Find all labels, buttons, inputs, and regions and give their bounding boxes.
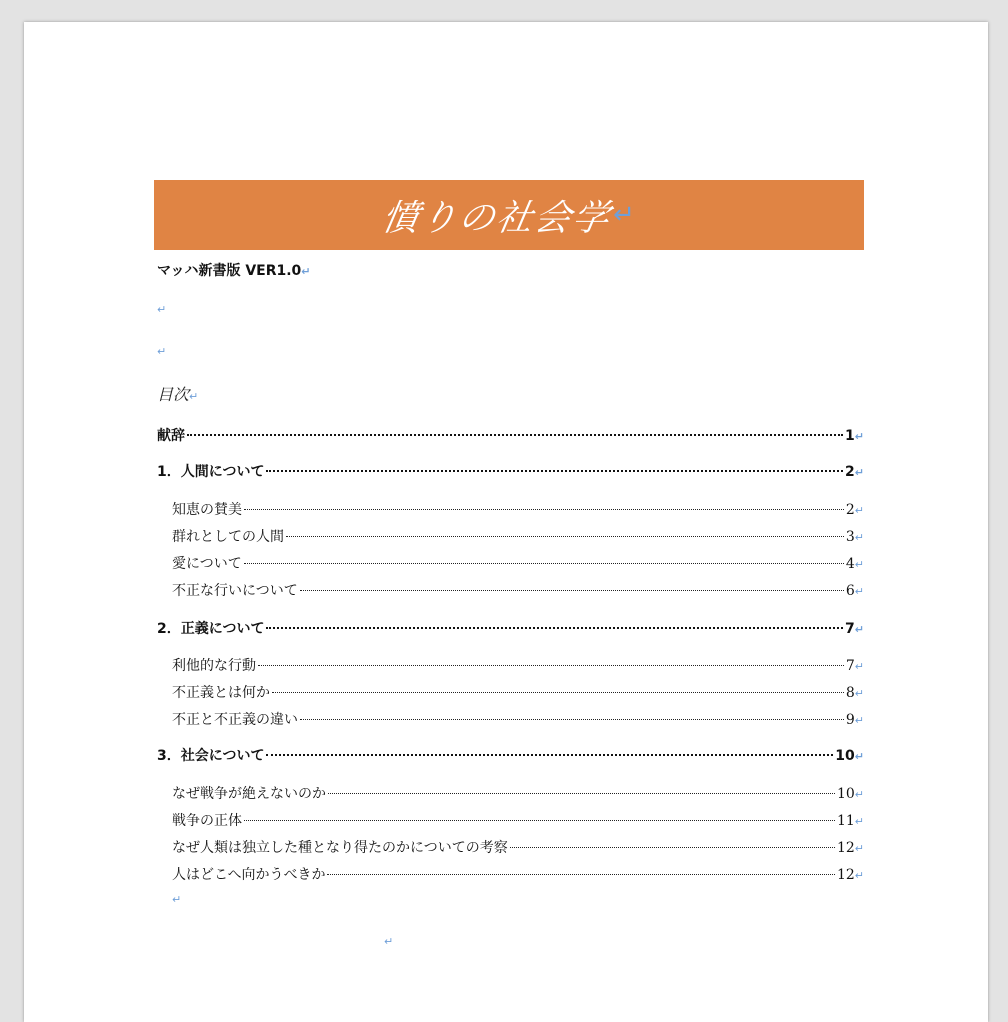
toc-entry-section[interactable]: [172, 580, 864, 600]
paragraph-mark-icon: ↵: [854, 558, 864, 571]
toc-page-number: 1: [845, 428, 855, 444]
toc-entry-chapter[interactable]: [157, 745, 864, 765]
toc-entry-section[interactable]: [172, 526, 864, 546]
paragraph-mark-icon: ↵: [854, 466, 864, 479]
toc-dot-leader: [328, 793, 835, 794]
paragraph-mark-icon: ↵: [854, 430, 864, 443]
toc-dot-leader: [187, 434, 843, 436]
paragraph-mark-icon: ↵: [854, 714, 864, 727]
toc-dot-leader: [244, 820, 835, 821]
toc-entry-label: 人はどこへ向かうべきか: [172, 867, 326, 883]
toc-dot-leader: [266, 754, 833, 756]
empty-paragraph[interactable]: [157, 340, 166, 359]
toc-page-number: 11: [836, 813, 855, 829]
paragraph-mark-icon: ↵: [854, 585, 864, 598]
toc-dot-leader: [244, 563, 844, 564]
toc-page-number: 10: [836, 786, 855, 802]
toc-entry-section[interactable]: [172, 837, 864, 857]
toc-entry-label: 利他的な行動: [172, 658, 256, 674]
toc-page-number: 12: [836, 867, 855, 883]
paragraph-mark-icon: ↵: [172, 893, 182, 906]
subtitle-text: マッハ新書版 VER1.0: [157, 263, 302, 279]
toc-page-number: 10: [835, 748, 855, 764]
paragraph-mark-icon: ↵: [854, 531, 864, 544]
paragraph-mark-icon: ↵: [854, 687, 864, 700]
toc-dot-leader: [272, 692, 844, 693]
toc-entry-section[interactable]: [172, 864, 864, 884]
toc-entry-section[interactable]: [172, 783, 864, 803]
toc-entry-label: 2．正義について: [157, 621, 265, 637]
document-subtitle[interactable]: [157, 260, 311, 280]
toc-entry-section[interactable]: [172, 499, 864, 519]
document-title[interactable]: 憤りの社会学: [378, 197, 615, 239]
toc-entry-section[interactable]: [172, 553, 864, 573]
toc-entry-label: 愛について: [172, 556, 242, 572]
toc-entry-label: なぜ戦争が絶えないのか: [172, 786, 326, 802]
toc-entry-section[interactable]: [172, 682, 864, 702]
toc-page-number: 12: [836, 840, 855, 856]
toc-entry-chapter[interactable]: [157, 618, 864, 638]
paragraph-mark-icon: ↵: [189, 390, 199, 403]
toc-entry-label: 3．社会について: [157, 748, 265, 764]
paragraph-mark-icon: ↵: [854, 788, 864, 801]
toc-entry-label: 1．人間について: [157, 464, 265, 480]
paragraph-mark-icon: ↵: [854, 504, 864, 517]
toc-page-number: 4: [845, 556, 855, 572]
toc-entry-label: 群れとしての人間: [172, 529, 284, 545]
toc-entry-label: なぜ人類は独立した種となり得たのかについての考察: [172, 840, 508, 856]
toc-page-number: 3: [845, 529, 855, 545]
paragraph-mark-icon: ↵: [854, 750, 864, 763]
paragraph-mark-icon: ↵: [301, 265, 311, 278]
title-banner[interactable]: [154, 180, 864, 250]
paragraph-mark-icon: ↵: [854, 815, 864, 828]
paragraph-mark-icon: ↵: [854, 842, 864, 855]
toc-page-number: 7: [845, 658, 855, 674]
toc-entry-chapter[interactable]: [157, 425, 864, 445]
paragraph-mark-icon: ↵: [854, 623, 864, 636]
toc-entry-label: 献辞: [157, 428, 185, 444]
toc-entry-label: 戦争の正体: [172, 813, 242, 829]
paragraph-mark-icon: ↵: [613, 200, 635, 230]
empty-paragraph[interactable]: [157, 298, 166, 317]
toc-page-number: 6: [845, 583, 855, 599]
toc-page-number: 2: [845, 464, 855, 480]
paragraph-mark-icon: ↵: [854, 869, 864, 882]
toc-dot-leader: [327, 874, 835, 875]
toc-page-number: 8: [845, 685, 855, 701]
document-page: [24, 22, 988, 1022]
toc-page-number: 9: [845, 712, 855, 728]
toc-entry-section[interactable]: [172, 810, 864, 830]
toc-dot-leader: [244, 509, 844, 510]
toc-entry-label: 不正義とは何か: [172, 685, 270, 701]
toc-page-number: 7: [845, 621, 855, 637]
paragraph-mark-icon: ↵: [854, 660, 864, 673]
toc-page-number: 2: [845, 502, 855, 518]
toc-entry-label: 不正な行いについて: [172, 583, 298, 599]
paragraph-mark-icon: ↵: [384, 935, 394, 948]
toc-entry-chapter[interactable]: [157, 461, 864, 481]
toc-entry-label: 知恵の賛美: [172, 502, 242, 518]
toc-entry-section[interactable]: [172, 655, 864, 675]
toc-dot-leader: [300, 719, 844, 720]
toc-dot-leader: [258, 665, 844, 666]
empty-paragraph[interactable]: [384, 930, 393, 949]
toc-entry-label: 不正と不正義の違い: [172, 712, 298, 728]
toc-entry-section[interactable]: [172, 709, 864, 729]
toc-heading[interactable]: [157, 382, 198, 405]
toc-dot-leader: [286, 536, 844, 537]
toc-dot-leader: [300, 590, 844, 591]
paragraph-mark-icon: ↵: [157, 303, 167, 316]
paragraph-mark-icon: ↵: [157, 345, 167, 358]
toc-dot-leader: [510, 847, 835, 848]
toc-dot-leader: [266, 470, 843, 472]
toc-heading-text: 目次: [157, 385, 190, 404]
empty-paragraph[interactable]: [172, 888, 181, 907]
toc-dot-leader: [266, 627, 843, 629]
